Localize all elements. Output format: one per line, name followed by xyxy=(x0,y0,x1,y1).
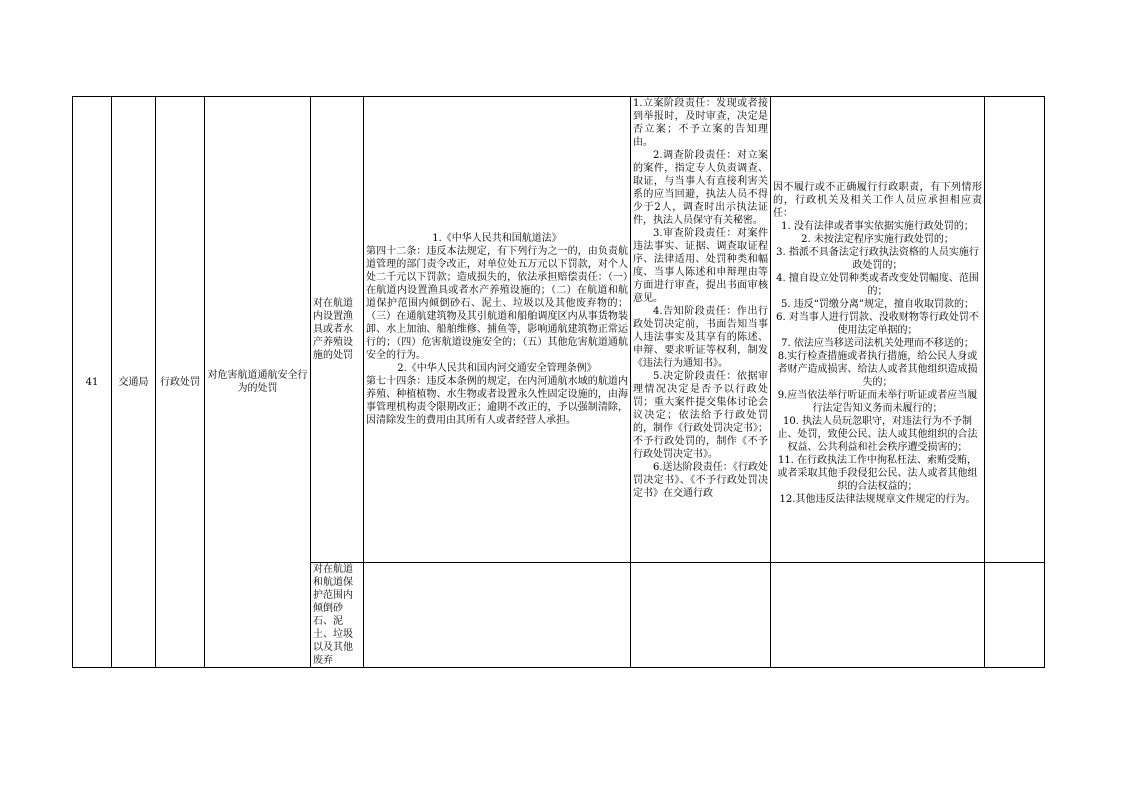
matter-name: 对危害航道通航安全行为的处罚 xyxy=(207,370,308,394)
liability-item: 2. 未按法定程序实施行政处罚的； xyxy=(801,234,954,245)
liability-cell-empty xyxy=(771,563,985,668)
duty-list xyxy=(633,97,768,500)
liability-cell xyxy=(771,97,985,563)
row-number-cell xyxy=(73,97,112,668)
duty-item: 2.调查阶段责任：对立案的案件，指定专人负责调查、取证，与当事人有直接利害关系的应当回避，执法人员不得少于2人，调查时出示执法证件，执法人员保守有关秘密。 xyxy=(633,150,768,226)
department: 交通局 xyxy=(118,376,149,388)
basis-article: 第七十四条：违反本条例的规定，在内河通航水域的航道内养殖、种植植物、水生物或者设置永久性固定设施的，由海事管理机构责令限期改正；逾期不改正的，予以强制清除，因清除发生的费用由其所有人或者经营人承担。 xyxy=(366,376,628,426)
duty-item: 6.送达阶段责任：《行政处罚决定书》、《不予行政处罚决定书》在交通行政 xyxy=(633,462,768,499)
liability-item: 1. 没有法律或者事实依据实施行政处罚的； xyxy=(781,221,974,232)
legal-basis-cell-empty xyxy=(364,563,631,668)
liability-item: 8.实行检查措施或者执行措施，给公民人身或者财产造成损害、给法人或者其他组织造成损失的； xyxy=(777,351,978,388)
category: 行政处罚 xyxy=(160,376,200,388)
liability-item: 4. 擅自设立处罚种类或者改变处罚幅度、范围的； xyxy=(776,273,979,297)
duty-item: 4.告知阶段责任：作出行政处罚决定前，书面告知当事人违法事实及其享有的陈述、申辩、要求听证等权利，制发《违法行为通知书》。 xyxy=(633,306,768,369)
basis-article: 第四十二条：违反本法规定，有下列行为之一的，由负责航道管理的部门责令改正，对单位处五万元以下罚款，对个人处二千元以下罚款；造成损失的，依法承担赔偿责任：（一）在航道内设置渔具或者水产养殖设施的；（二）在航道和航道保护范围内倾倒砂石、泥土、垃圾以及其他废弃物的；（三）在通航建筑物及其引航道和船舶调度区内从事货物装卸、水上加油、船舶维修、捕鱼等，影响通航建筑物正常运行的；（四）危害航道设施安全的；（五）其他危害航道通航安全的行为。 xyxy=(366,246,628,361)
row-number: 41 xyxy=(85,376,99,388)
matter-cell xyxy=(205,97,311,668)
sub-item-1: 对在航道内设置渔具或者水产养殖设施的处罚 xyxy=(313,298,353,361)
duty-item: 3.审查阶段责任：对案件违法事实、证据、调查取证程序、法律适用、处罚种类和幅度、当事人陈述和申辩理由等方面进行审查，提出书面审核意见。 xyxy=(633,228,768,304)
sub-item-2: 对在航道和航道保护范围内倾倒砂石、泥土、垃圾以及其他废弃 xyxy=(313,564,353,666)
liability-item: 11. 在行政执法工作中徇私枉法、索贿受贿，或者采取其他手段侵犯公民、法人或者其他组织的合法权益的； xyxy=(777,455,978,492)
liability-item: 10. 执法人员玩忽职守，对违法行为不予制止、处罚，致使公民、法人或其他组织的合法权益、公共利益和社会秩序遭受损害的； xyxy=(777,416,978,453)
liability-item: 3. 指派不具备法定行政执法资格的人员实施行政处罚的； xyxy=(776,247,979,271)
duty-item: 5.决定阶段责任：依据审理情况决定是否予以行政处罚；重大案件提交集体讨论会议决定；依法给予行政处罚的，制作《行政处罚决定书》；不予行政处罚的，制作《不予行政处罚决定书》。 xyxy=(633,371,768,460)
remark-cell-empty xyxy=(985,563,1045,668)
duty-cell xyxy=(631,97,771,563)
duty-cell-empty xyxy=(631,563,771,668)
liability-list xyxy=(773,181,982,506)
sub-item-cell xyxy=(311,97,364,563)
legal-basis-list xyxy=(366,232,628,427)
duty-list-table xyxy=(72,96,1045,668)
liability-intro: 因不履行或不正确履行行政职责，有下列情形的，行政机关及相关工作人员应承担相应责任： xyxy=(773,182,982,219)
basis-law-title: 1.《中华人民共和国航道法》 xyxy=(432,233,562,244)
liability-item: 12.其他违反法律法规规章文件规定的行为。 xyxy=(779,494,976,505)
legal-basis-cell xyxy=(364,97,631,563)
liability-item: 6. 对当事人进行罚款、没收财物等行政处罚不使用法定单据的； xyxy=(776,312,979,336)
liability-item: 5. 违反“罚缴分离”规定，擅自收取罚款的； xyxy=(781,299,974,310)
sub-item-cell xyxy=(311,563,364,668)
liability-item: 9.应当依法举行听证而未举行听证或者应当履行法定告知义务而未履行的； xyxy=(777,390,978,414)
liability-item: 7. 依法应当移送司法机关处理而不移送的； xyxy=(781,338,974,349)
duty-item: 1.立案阶段责任：发现或者接到举报时，及时审查，决定是否立案；不予立案的告知理由。 xyxy=(633,98,768,148)
remark-cell xyxy=(985,97,1045,563)
category-cell xyxy=(156,97,205,668)
basis-law-title: 2.《中华人民共和国内河交通安全管理条例》 xyxy=(397,363,597,374)
department-cell xyxy=(112,97,156,668)
